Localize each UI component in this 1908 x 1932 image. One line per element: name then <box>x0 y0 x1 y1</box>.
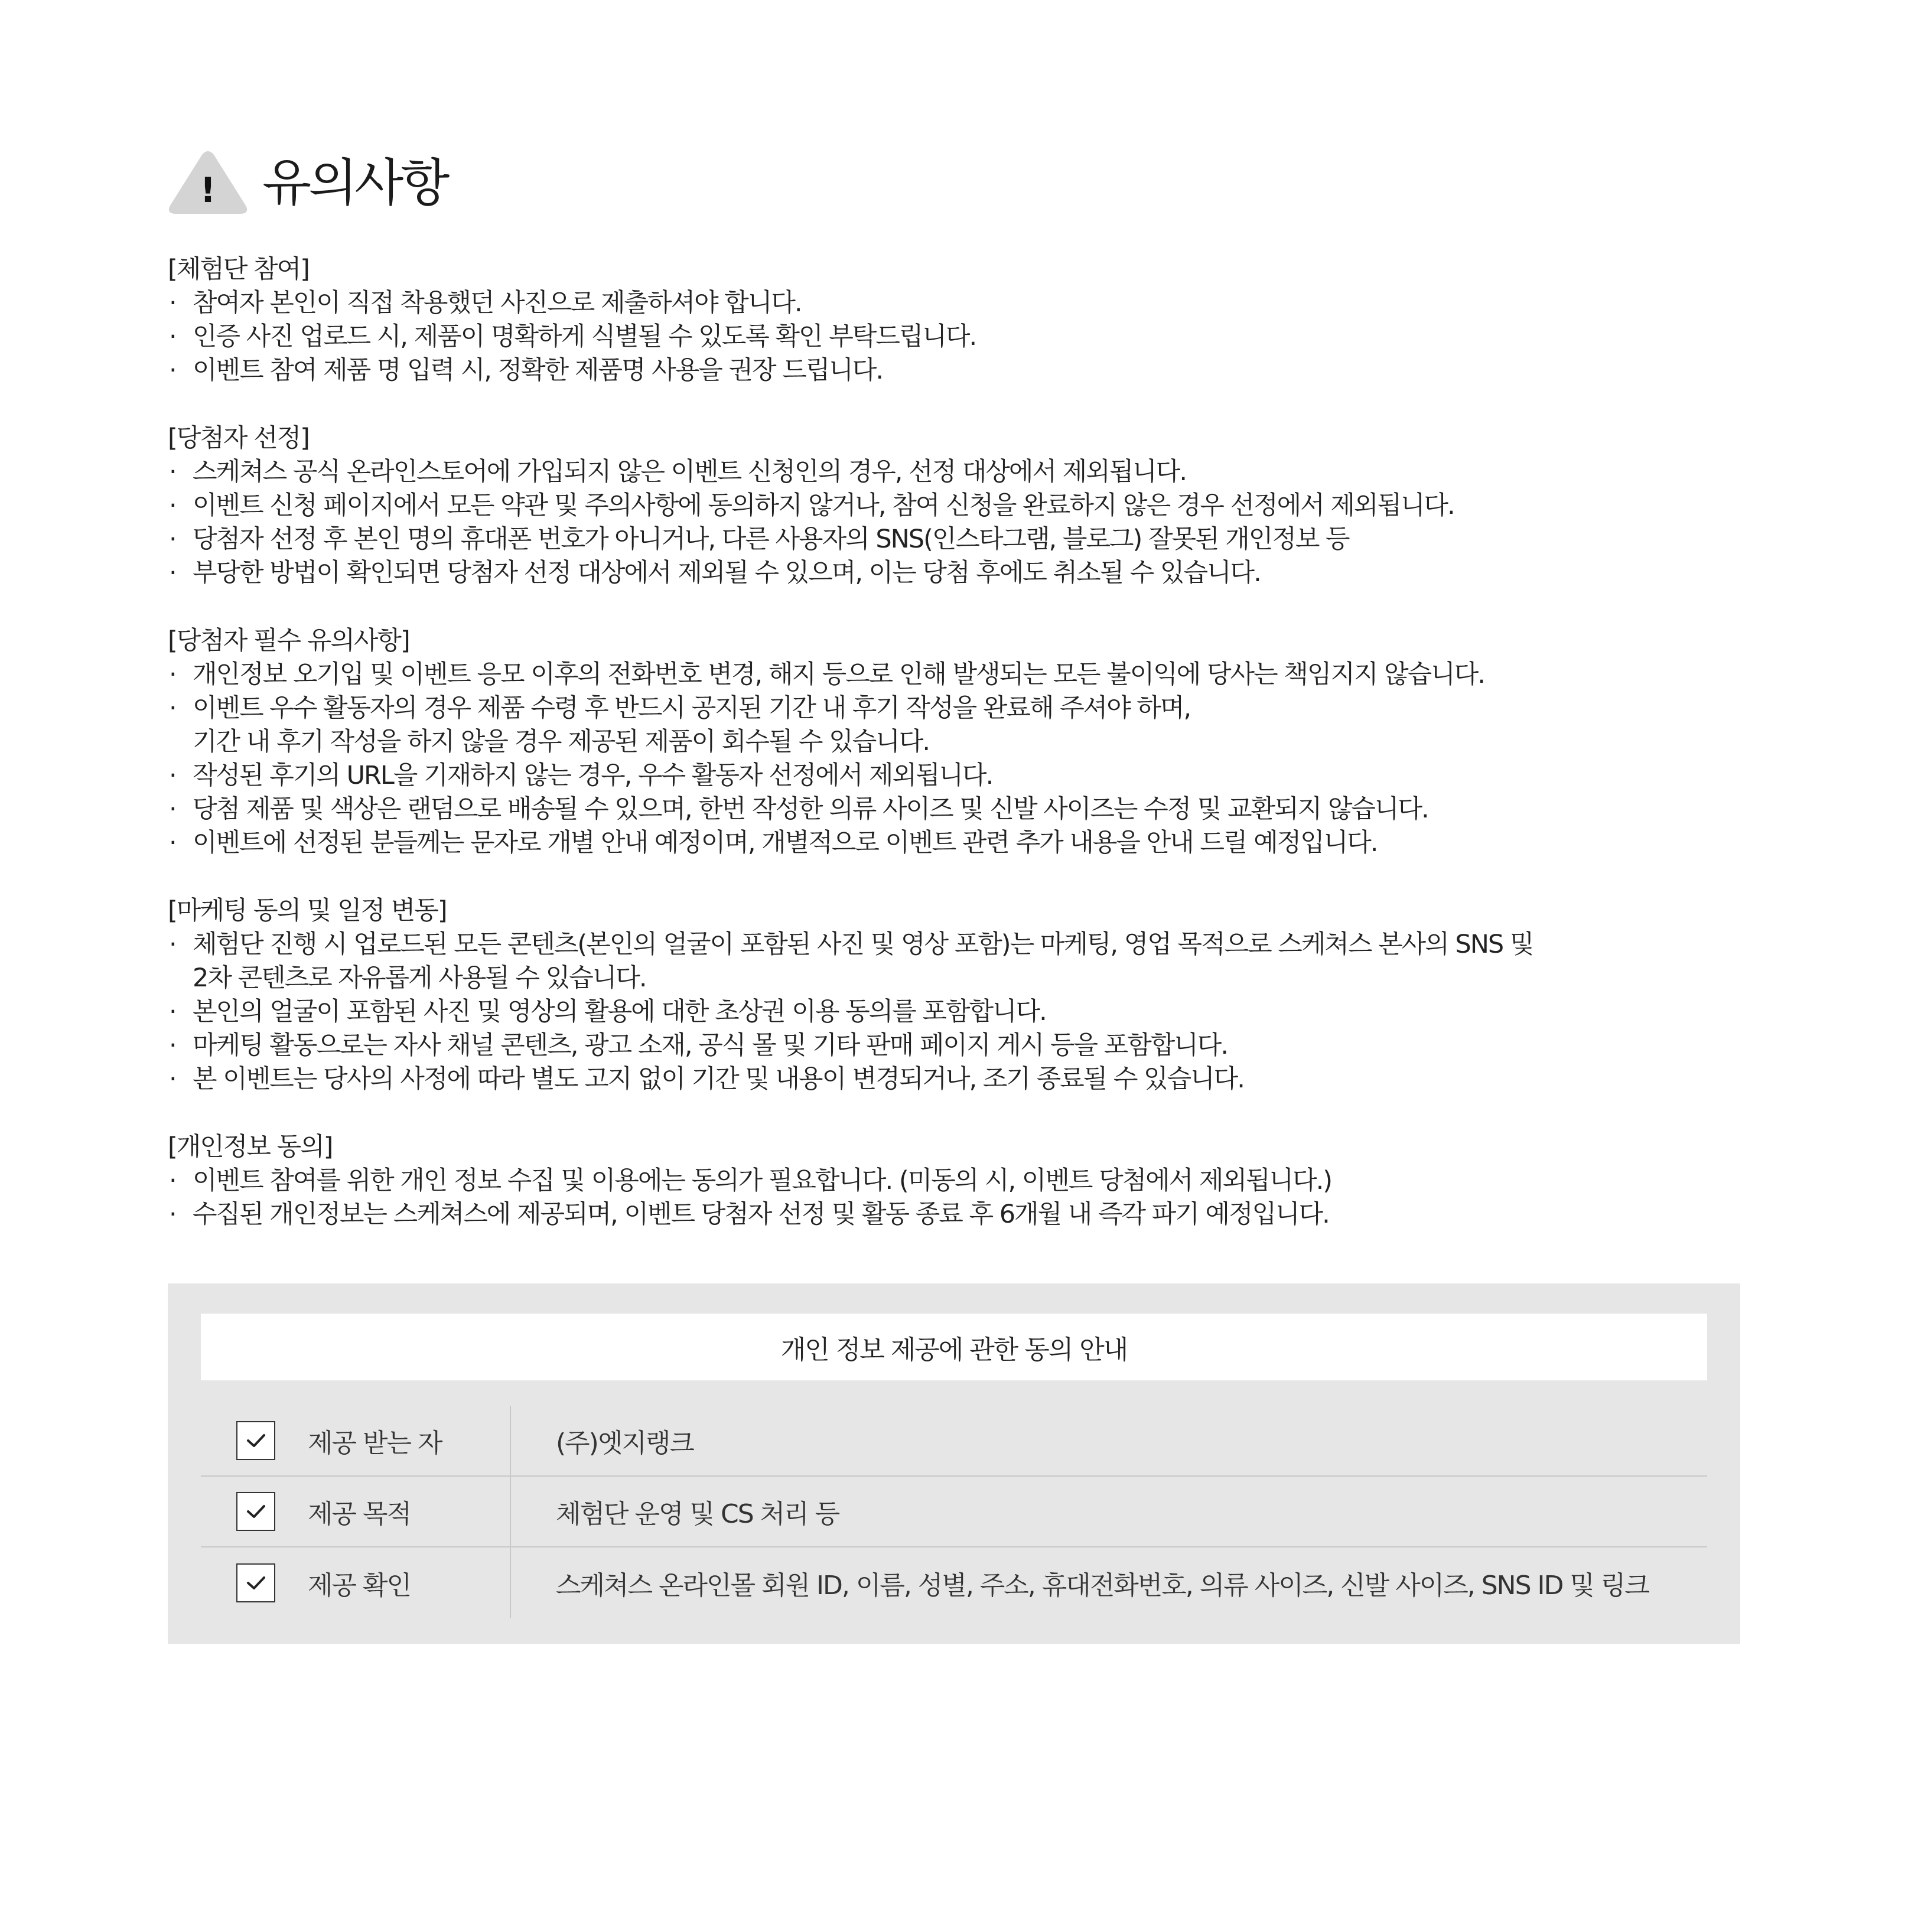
bullet-item: · 참여자 본인이 직접 착용했던 사진으로 제출하셔야 합니다. <box>168 286 1739 320</box>
page-title: 유의사항 <box>262 154 447 213</box>
consent-value: (주)엣지랭크 <box>556 1428 693 1458</box>
consent-label: 제공 받는 자 <box>308 1428 442 1458</box>
bullet-item: · 마케팅 활동으로는 자사 채널 콘텐츠, 광고 소재, 공식 몰 및 기타 판매 페이지 게시 등을 포함합니다. <box>168 1029 1739 1063</box>
bullet-item: · 체험단 진행 시 업로드된 모든 콘텐츠(본인의 얼굴이 포함된 사진 및 영상 포함)는 마케팅, 영업 목적으로 스케쳐스 본사의 SNS 및 2차 콘텐츠로 자유롭게 사용될 수 있습니다. <box>168 928 1739 995</box>
consent-row <box>201 1477 1707 1547</box>
bullet-item: · 스케쳐스 공식 온라인스토어에 가입되지 않은 이벤트 신청인의 경우, 선정 대상에서 제외됩니다. <box>168 455 1739 489</box>
bullet-item: · 부당한 방법이 확인되면 당첨자 선정 대상에서 제외될 수 있으며, 이는 당첨 후에도 취소될 수 있습니다. <box>168 556 1739 590</box>
bullet-item: · 당첨자 선정 후 본인 명의 휴대폰 번호가 아니거나, 다른 사용자의 SNS(인스타그램, 블로그) 잘못된 개인정보 등 <box>168 523 1739 556</box>
consent-value: 스케쳐스 온라인몰 회원 ID, 이름, 성별, 주소, 휴대전화번호, 의류 사이즈, 신발 사이즈, SNS ID 및 링크 <box>556 1571 1649 1601</box>
section-title: [마케팅 동의 및 일정 변동] <box>168 896 447 926</box>
section-title: [당첨자 선정] <box>168 423 309 453</box>
bullet-item: · 이벤트 신청 페이지에서 모든 약관 및 주의사항에 동의하지 않거나, 참여 신청을 완료하지 않은 경우 선정에서 제외됩니다. <box>168 489 1739 523</box>
bullet-item: · 이벤트 참여 제품 명 입력 시, 정확한 제품명 사용을 권장 드립니다. <box>168 354 1739 387</box>
consent-label: 제공 확인 <box>308 1571 411 1601</box>
checkmark-icon <box>243 1498 269 1524</box>
notice-section-block <box>168 253 1739 387</box>
bullet-item: · 이벤트 우수 활동자의 경우 제품 수령 후 반드시 공지된 기간 내 후기 작성을 완료해 주셔야 하며, 기간 내 후기 작성을 하지 않을 경우 제공된 제품이 회수될 수 있습니다. <box>168 692 1739 759</box>
consent-label-cell <box>201 1477 511 1546</box>
consent-checkbox[interactable] <box>236 1563 275 1602</box>
consent-box <box>168 1283 1740 1644</box>
bullet-item: · 작성된 후기의 URL을 기재하지 않는 경우, 우수 활동자 선정에서 제외됩니다. <box>168 759 1739 793</box>
bullet-item: · 인증 사진 업로드 시, 제품이 명확하게 식별될 수 있도록 확인 부탁드립니다. <box>168 320 1739 354</box>
notice-sections <box>168 253 1739 1231</box>
section-title: [체험단 참여] <box>168 255 309 284</box>
consent-checkbox[interactable] <box>236 1492 275 1531</box>
notice-section <box>168 148 1739 1266</box>
exclamation-glyph: ! <box>200 170 216 210</box>
consent-row <box>201 1547 1707 1618</box>
consent-row <box>201 1406 1707 1477</box>
consent-checkbox[interactable] <box>236 1421 275 1460</box>
notice-section-block <box>168 624 1739 860</box>
bullet-list <box>168 455 1739 590</box>
bullet-item: · 수집된 개인정보는 스케쳐스에 제공되며, 이벤트 당첨자 선정 및 활동 종료 후 6개월 내 즉각 파기 예정입니다. <box>168 1198 1739 1231</box>
checkmark-icon <box>243 1570 269 1596</box>
bullet-item: · 이벤트에 선정된 분들께는 문자로 개별 안내 예정이며, 개별적으로 이벤트 관련 추가 내용을 안내 드릴 예정입니다. <box>168 826 1739 860</box>
bullet-item: · 본 이벤트는 당사의 사정에 따라 별도 고지 없이 기간 및 내용이 변경되거나, 조기 종료될 수 있습니다. <box>168 1063 1739 1096</box>
bullet-item: · 본인의 얼굴이 포함된 사진 및 영상의 활용에 대한 초상권 이용 동의를 포함합니다. <box>168 995 1739 1029</box>
bullet-list <box>168 658 1739 860</box>
bullet-list <box>168 928 1739 1096</box>
consent-table <box>201 1406 1707 1618</box>
consent-label-cell <box>201 1547 511 1618</box>
consent-title: 개인 정보 제공에 관한 동의 안내 <box>201 1314 1707 1380</box>
bullet-item: · 이벤트 참여를 위한 개인 정보 수집 및 이용에는 동의가 필요합니다. (미동의 시, 이벤트 당첨에서 제외됩니다.) <box>168 1164 1739 1198</box>
warning-triangle-icon <box>168 150 248 216</box>
notice-section-block <box>168 422 1739 590</box>
consent-label-cell <box>201 1406 511 1475</box>
bullet-list <box>168 1164 1739 1231</box>
notice-header <box>168 148 1739 219</box>
bullet-list <box>168 286 1739 387</box>
consent-label: 제공 목적 <box>308 1499 411 1529</box>
bullet-item: · 개인정보 오기입 및 이벤트 응모 이후의 전화번호 변경, 해지 등으로 인해 발생되는 모든 불이익에 당사는 책임지지 않습니다. <box>168 658 1739 692</box>
notice-section-block <box>168 1130 1739 1231</box>
consent-value: 체험단 운영 및 CS 처리 등 <box>556 1499 839 1529</box>
bullet-item: · 당첨 제품 및 색상은 랜덤으로 배송될 수 있으며, 한번 작성한 의류 사이즈 및 신발 사이즈는 수정 및 교환되지 않습니다. <box>168 793 1739 826</box>
section-title: [당첨자 필수 유의사항] <box>168 626 409 656</box>
notice-section-block <box>168 894 1739 1096</box>
section-title: [개인정보 동의] <box>168 1132 333 1162</box>
checkmark-icon <box>243 1428 269 1454</box>
